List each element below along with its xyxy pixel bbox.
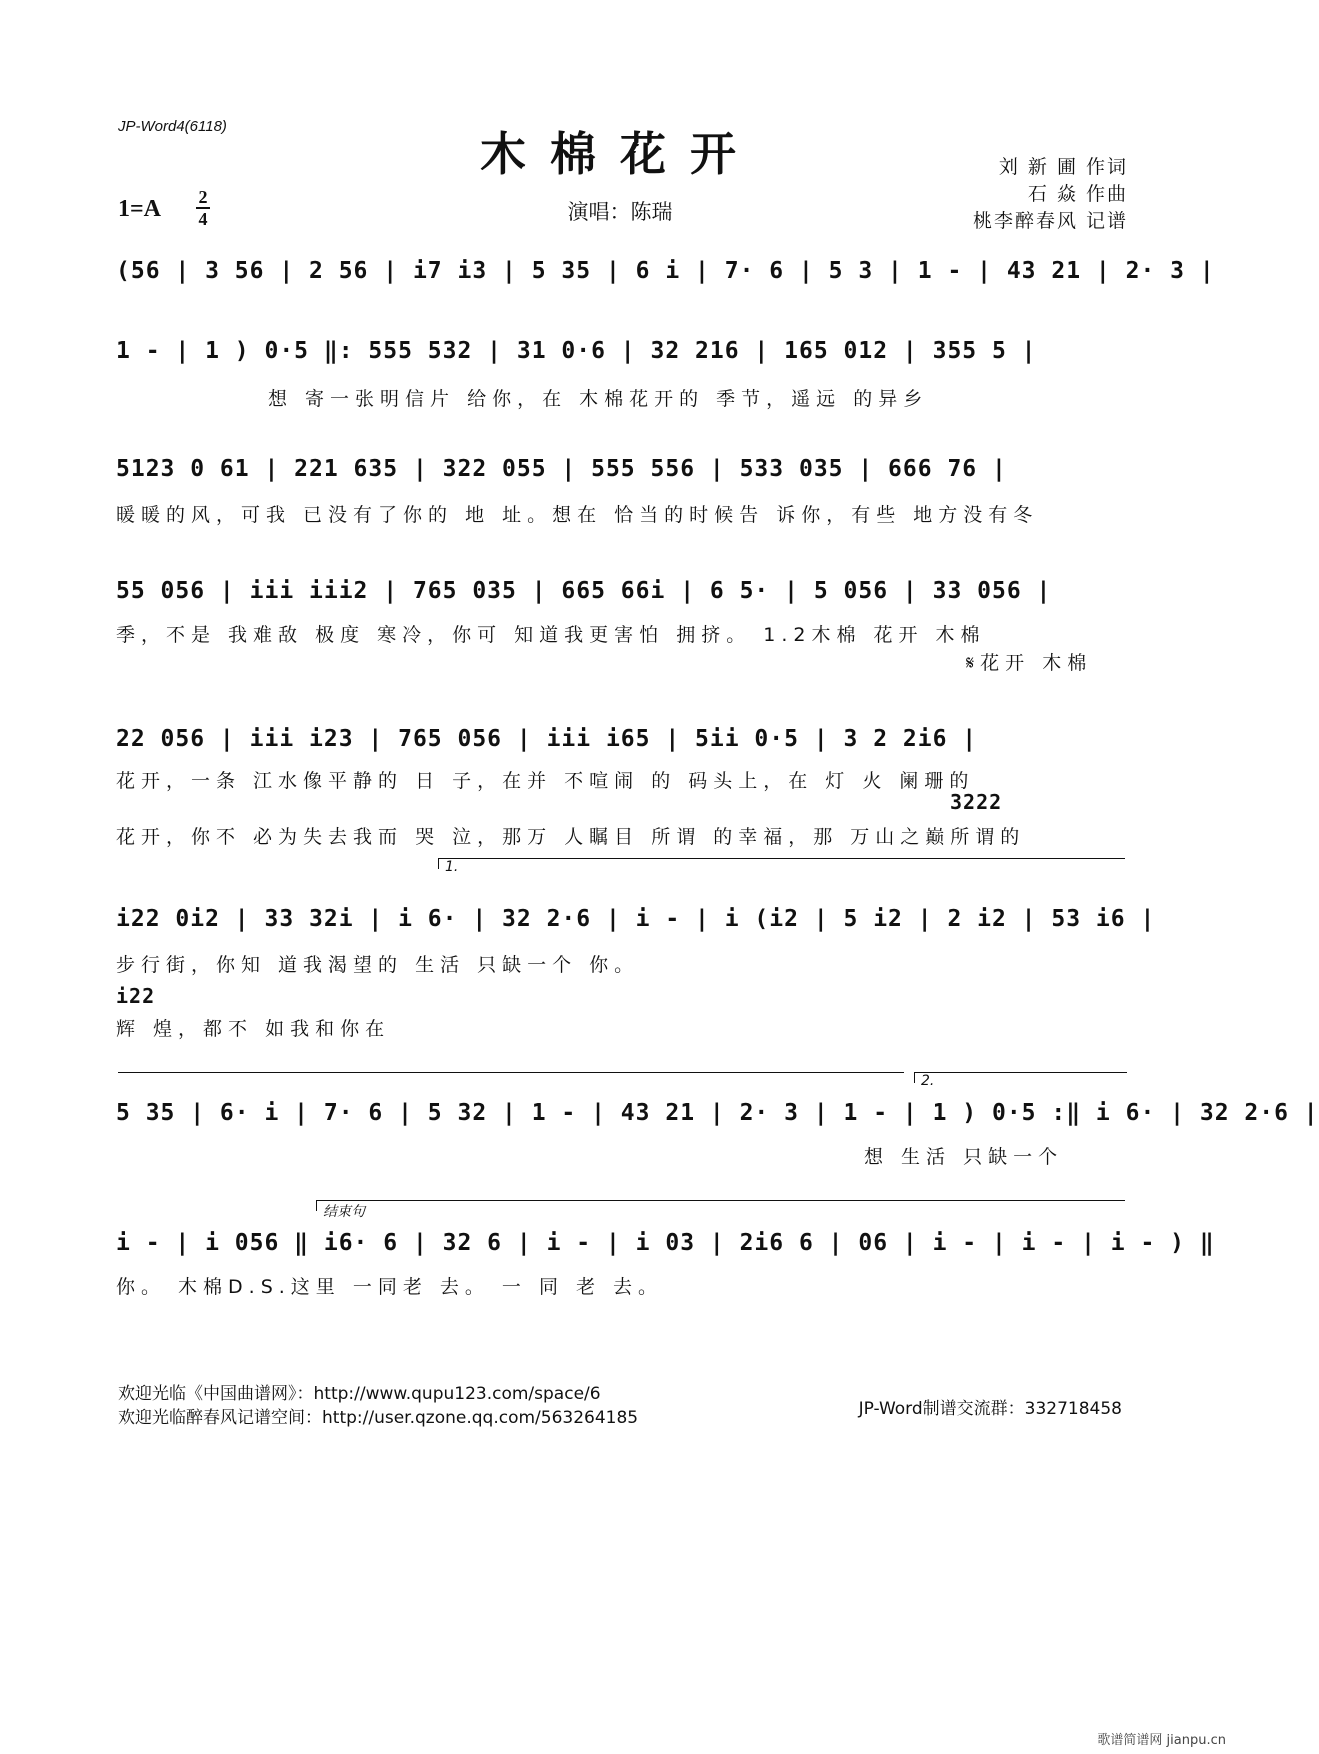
- composer-credit: 石 焱 作曲: [1027, 183, 1128, 205]
- footer-link-qzone[interactable]: 欢迎光临醉春风记谱空间：http://user.qzone.qq.com/563264185: [118, 1408, 639, 1428]
- watermark: 歌谱简谱网 jianpu.cn: [1097, 1733, 1226, 1748]
- key-signature: 1=A: [118, 196, 162, 222]
- score-row-2: 1 - | 1 ) 0·5 ‖: 555 532 | 31 0·6 | 32 216 | 165 012 | 355 5 |: [116, 338, 1037, 364]
- song-title: 木棉花开: [480, 127, 760, 181]
- meter-top: 2: [198, 187, 208, 207]
- alt-notes-segno: 3222: [950, 790, 1003, 814]
- lyricist-credit: 刘 新 圃 作词: [998, 156, 1128, 178]
- lyric-row-2: 想 寄一张明信片 给你，在 木棉花开的 季节，遥远 的异乡: [268, 388, 929, 410]
- lyric-row-8: 你。 木棉D.S.这里 一同老 去。 一 同 老 去。: [116, 1276, 664, 1298]
- lyric-row-3: 暖暖的风，可我 已没有了你的 地 址。想在 恰当的时候告 诉你，有些 地方没有冬: [116, 504, 1039, 526]
- score-row-4: 55 056 | iii iii2 | 765 035 | 665 66i | 6 5· | 5 056 | 33 056 |: [116, 578, 1052, 604]
- lyric-row-5-alt: 花开，你不 必为失去我而 哭 泣，那万 人瞩目 所谓 的幸福，那 万山之巅所谓的: [116, 826, 1026, 848]
- score-row-1: (56 | 3 56 | 2 56 | i7 i3 | 5 35 | 6 i | 7· 6 | 5 3 | 1 - | 43 21 | 2· 3 |: [116, 258, 1215, 284]
- lyric-row-6-alt: 辉 煌，都不 如我和你在: [116, 1018, 391, 1040]
- lyric-row-5: 花开，一条 江水像平静的 日 子，在并 不喧闹 的 码头上，在 灯 火 阑珊的: [116, 770, 975, 792]
- alt-notes-row-6: i22: [116, 984, 156, 1008]
- score-row-5: 22 056 | iii i23 | 765 056 | iii i65 | 5ii 0·5 | 3 2 2i6 |: [116, 726, 978, 752]
- software-label: JP-Word4(6118): [118, 118, 227, 135]
- second-ending-bracket: 2.: [914, 1072, 1127, 1083]
- score-row-6: i22 0i2 | 33 32i | i 6· | 32 2·6 | i - | i (i2 | 5 i2 | 2 i2 | 53 i6 |: [116, 906, 1156, 932]
- lyric-row-6: 步行街，你知 道我渴望的 生活 只缺一个 你。: [116, 954, 640, 976]
- repeat-bracket-line: [118, 1072, 904, 1073]
- singer-credit: 演唱：陈瑞: [567, 200, 673, 224]
- footer-group: JP-Word制谱交流群：332718458: [858, 1399, 1122, 1419]
- footer-link-qupu[interactable]: 欢迎光临《中国曲谱网》：http://www.qupu123.com/space/6: [118, 1384, 601, 1404]
- lyric-row-4: 季，不是 我难敌 极度 寒冷，你可 知道我更害怕 拥挤。 1.2木棉 花开 木棉: [116, 624, 986, 646]
- lyric-row-4-alt: 𝄋花开 木棉: [966, 652, 1093, 674]
- transcriber-credit: 桃李醉春风 记谱: [972, 210, 1128, 232]
- meter-bottom: 4: [198, 209, 208, 229]
- first-ending-bracket: 1.: [438, 858, 1125, 869]
- coda-bracket: 结束句: [316, 1200, 1125, 1211]
- lyric-row-7: 想 生活 只缺一个: [864, 1146, 1064, 1168]
- credits-block: [973, 154, 1128, 235]
- score-row-3: 5123 0 61 | 221 635 | 322 055 | 555 556 | 533 035 | 666 76 |: [116, 456, 1007, 482]
- footer-links: [118, 1382, 638, 1430]
- score-row-8: i - | i 056 ‖ i6· 6 | 32 6 | i - | i 03 | 2i6 6 | 06 | i - | i - | i - ) ‖: [116, 1230, 1215, 1256]
- score-row-7: 5 35 | 6· i | 7· 6 | 5 32 | 1 - | 43 21 | 2· 3 | 1 - | 1 ) 0·5 :‖ i 6· | 32 2·6 |: [116, 1100, 1319, 1126]
